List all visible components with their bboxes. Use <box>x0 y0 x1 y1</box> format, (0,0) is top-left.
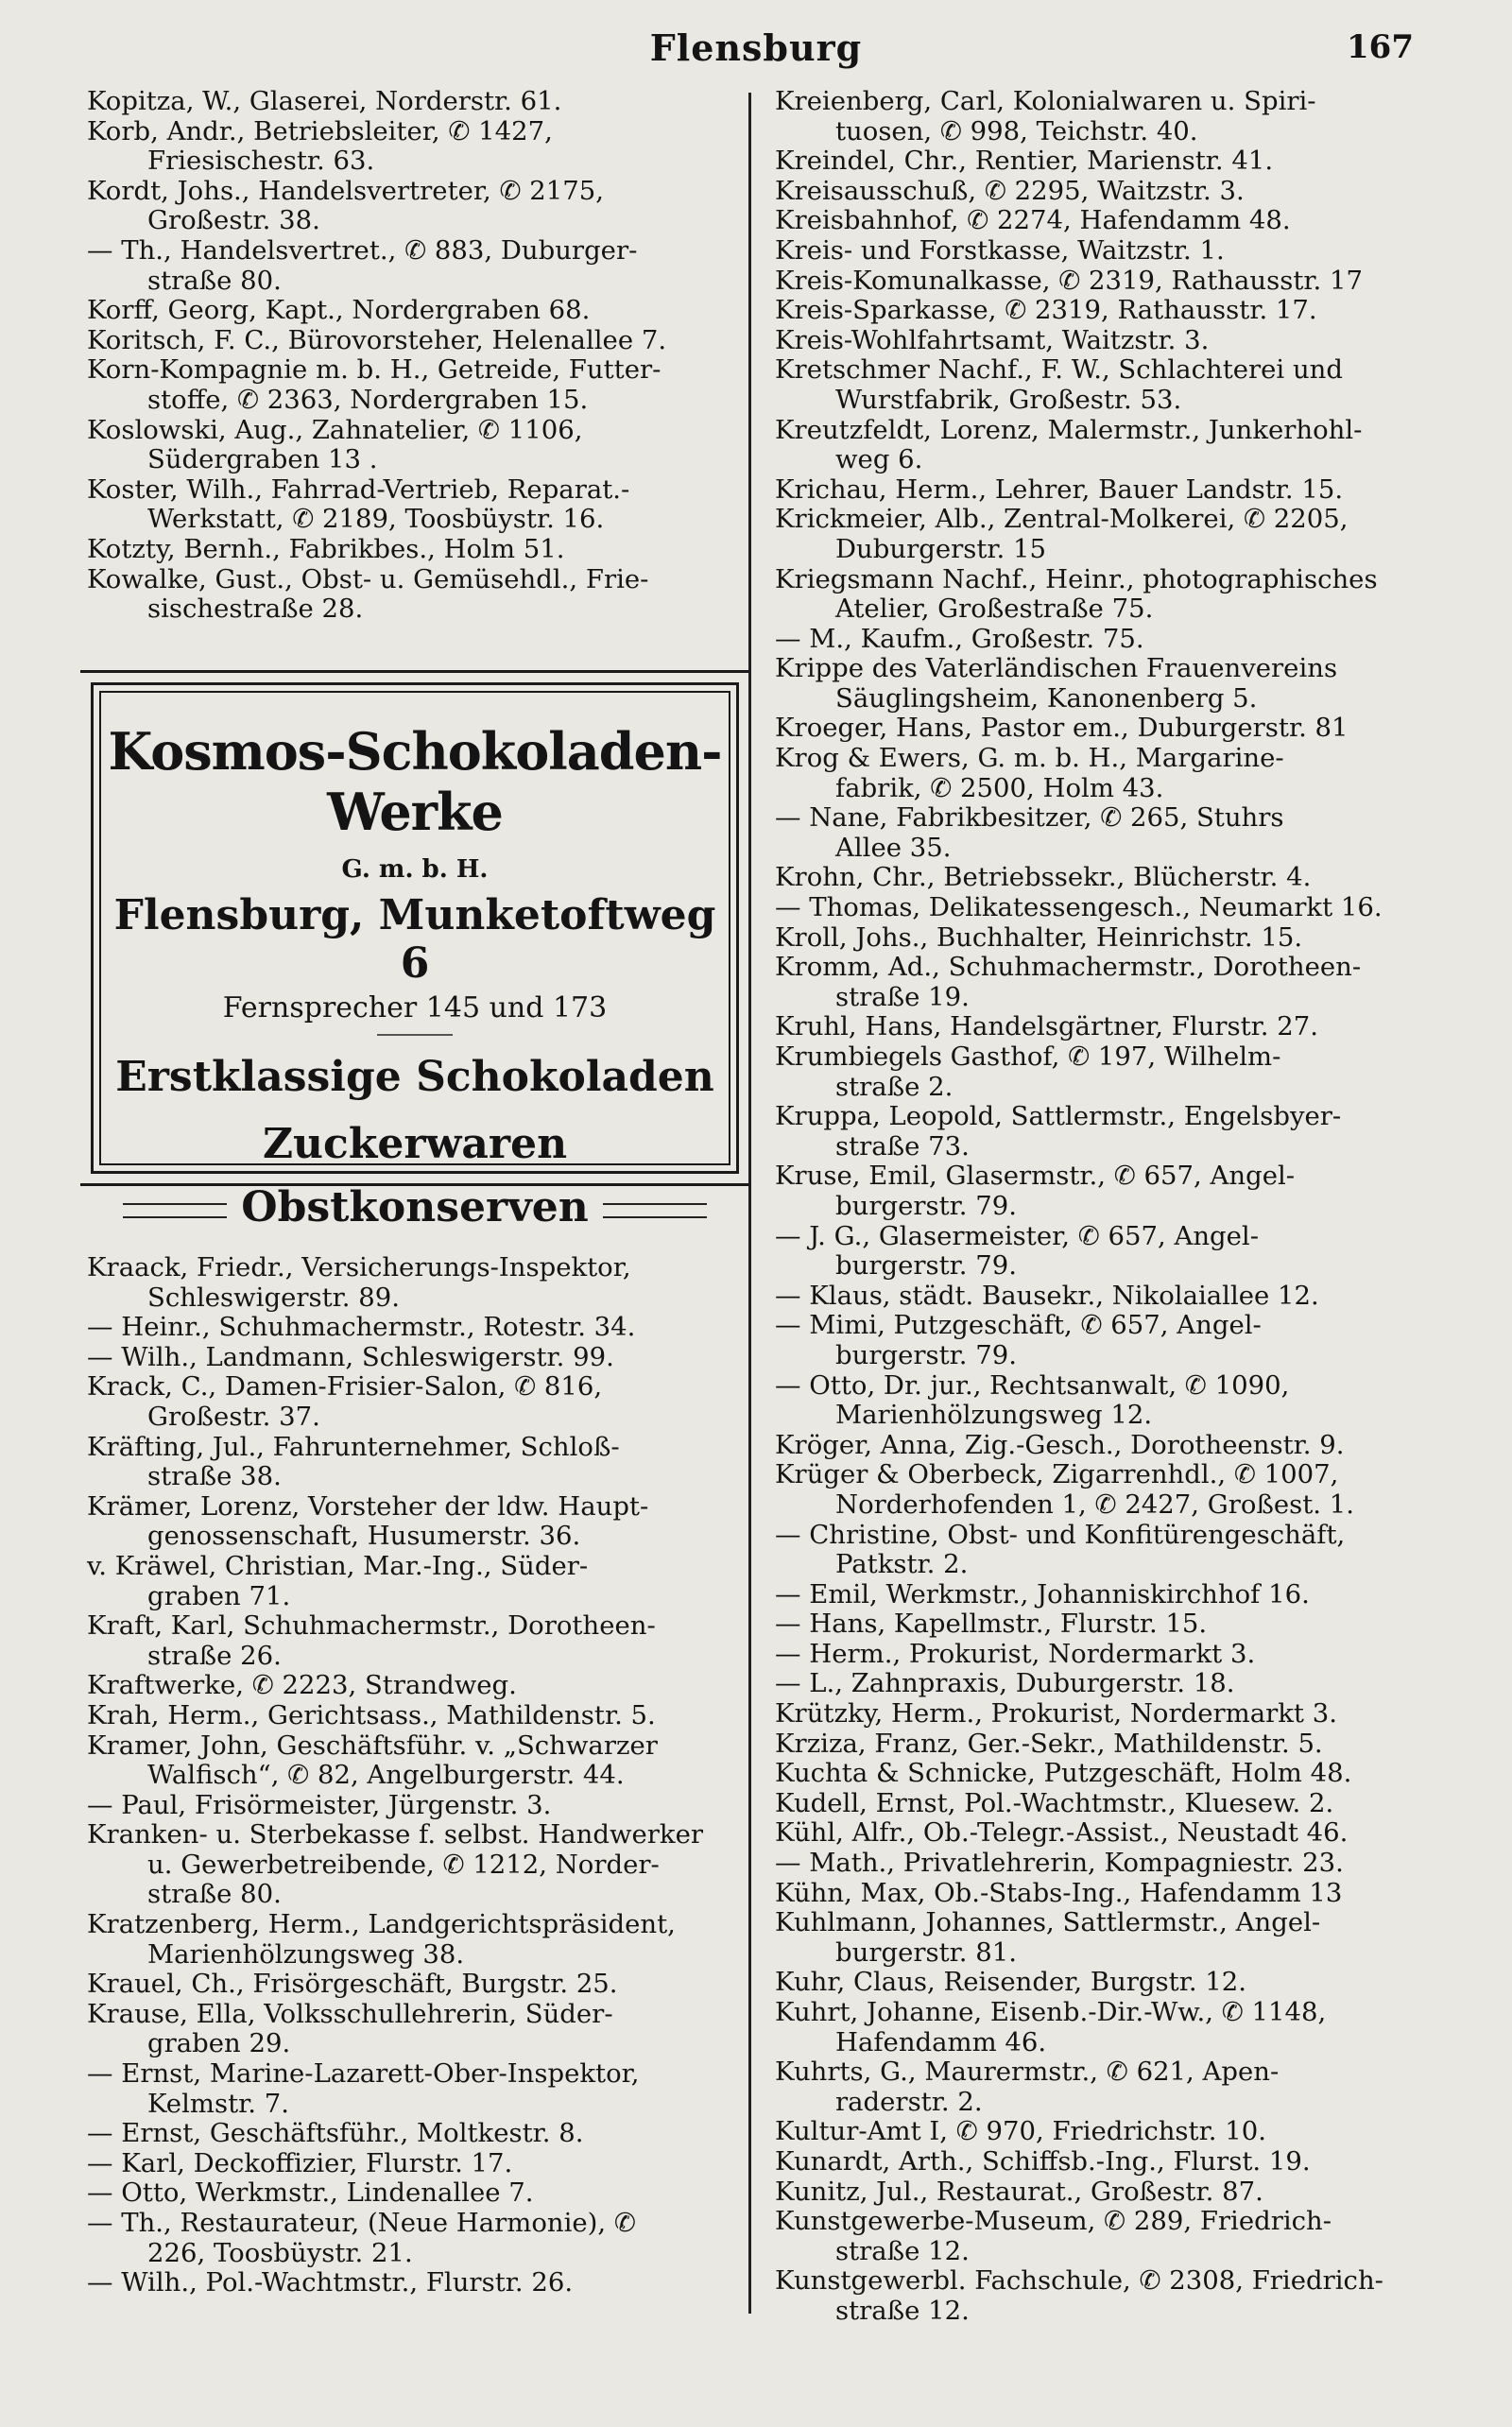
entry-line: Krüger & Oberbeck, Zigarrenhdl., ✆ 1007, <box>775 1459 1339 1490</box>
entry-line: Kretschmer Nachf., F. W., Schlachterei und <box>775 354 1343 386</box>
directory-entry <box>87 177 748 236</box>
directory-entry <box>87 1820 748 1910</box>
left-column-bottom <box>87 1253 748 2298</box>
entry-continuation: Friesischestr. 63. <box>147 146 375 177</box>
entry-line: Krumbiegels Gasthof, ✆ 197, Wilhelm- <box>775 1041 1281 1072</box>
entry-line: Krichau, Herm., Lehrer, Bauer Landstr. 15. <box>775 473 1344 505</box>
directory-entry <box>87 475 748 535</box>
entry-line: — Paul, Frisörmeister, Jürgenstr. 3. <box>87 1789 552 1820</box>
directory-entry <box>775 1222 1455 1282</box>
ad-slogan-preserves-text: Obstkonserven <box>241 1183 589 1231</box>
entry-line: Kreis-Sparkasse, ✆ 2319, Rathausstr. 17. <box>775 295 1317 326</box>
ad-address: Flensburg, Munketoftweg 6 <box>113 891 716 988</box>
entry-line: Kratzenberg, Herm., Landgerichtspräsident, <box>87 1909 676 1940</box>
directory-entry <box>87 117 748 177</box>
entry-continuation: genossenschaft, Husumerstr. 36. <box>147 1521 581 1552</box>
entry-line: Krziza, Franz, Ger.-Sekr., Mathildenstr. 5. <box>775 1728 1323 1759</box>
entry-continuation: Südergraben 13 . <box>147 444 378 475</box>
entry-line: — J. G., Glasermeister, ✆ 657, Angel- <box>775 1220 1259 1251</box>
entry-line: Korb, Andr., Betriebsleiter, ✆ 1427, <box>87 115 553 146</box>
directory-entry <box>775 505 1455 564</box>
entry-continuation: raderstr. 2. <box>835 2086 983 2117</box>
advertisement-frame <box>99 691 730 1231</box>
entry-line: Kruhl, Hans, Handelsgärtner, Flurstr. 27. <box>775 1011 1318 1042</box>
entry-line: — Christine, Obst- und Konfitürengeschäft, <box>775 1519 1346 1550</box>
entry-continuation: straße 19. <box>835 981 970 1012</box>
directory-entry <box>87 1313 748 1343</box>
entry-continuation: Marienhölzungsweg 12. <box>835 1400 1153 1431</box>
directory-entry <box>775 1908 1455 1968</box>
directory-entry <box>775 803 1455 863</box>
entry-line: Kraftwerke, ✆ 2223, Strandweg. <box>87 1670 517 1701</box>
entry-continuation: Duburgerstr. 15 <box>835 533 1047 564</box>
entry-continuation: Marienhölzungsweg 38. <box>147 1938 465 1970</box>
entry-continuation: Hafendamm 46. <box>835 2026 1047 2057</box>
entry-line: Kreienberg, Carl, Kolonialwaren u. Spiri- <box>775 86 1316 116</box>
directory-entry <box>775 2147 1455 2177</box>
entry-line: Krämer, Lorenz, Vorsteher der ldw. Haupt- <box>87 1490 649 1522</box>
entry-line: v. Kräwel, Christian, Mar.-Ing., Süder- <box>87 1550 589 1581</box>
directory-entry <box>87 2059 748 2119</box>
directory-entry <box>775 1521 1455 1580</box>
page-header <box>0 21 1512 77</box>
directory-entry <box>775 1998 1455 2057</box>
entry-continuation: Großestr. 37. <box>147 1401 320 1432</box>
directory-entry <box>87 2119 748 2149</box>
ad-slogan-sweets: Zuckerwaren <box>262 1120 568 1168</box>
entry-line: Krohn, Chr., Betriebssekr., Blücherstr. 4. <box>775 862 1312 893</box>
entry-line: Kruse, Emil, Glasermstr., ✆ 657, Angel- <box>775 1161 1296 1192</box>
entry-line: — Otto, Dr. jur., Rechtsanwalt, ✆ 1090, <box>775 1369 1290 1401</box>
ad-bars-left <box>123 1203 227 1218</box>
entry-continuation: Schleswigerstr. 89. <box>147 1282 400 1313</box>
entry-continuation: 226, Toosbüystr. 21. <box>147 2237 413 2268</box>
entry-continuation: straße 80. <box>147 265 282 296</box>
directory-entry <box>87 326 748 356</box>
entry-line: Kreis-Komunalkasse, ✆ 2319, Rathausstr. 17 <box>775 265 1363 296</box>
entry-line: Kunstgewerbe-Museum, ✆ 289, Friedrich- <box>775 2206 1332 2237</box>
directory-entry <box>87 1433 748 1492</box>
directory-entry <box>775 1102 1455 1162</box>
directory-entry <box>775 1609 1455 1640</box>
directory-entry <box>775 1012 1455 1042</box>
entry-continuation: Kelmstr. 7. <box>147 2088 289 2119</box>
ad-separator <box>377 1034 453 1036</box>
directory-entry <box>775 267 1455 297</box>
directory-entry <box>87 1492 748 1552</box>
entry-line: Krause, Ella, Volksschullehrerin, Süder- <box>87 1998 613 2029</box>
entry-line: — Heinr., Schuhmachermstr., Rotestr. 34. <box>87 1312 636 1343</box>
entry-line: Koster, Wilh., Fahrrad-Vertrieb, Reparat.- <box>87 473 630 505</box>
directory-entry <box>87 1343 748 1373</box>
entry-continuation: stoffe, ✆ 2363, Nordergraben 15. <box>147 384 589 415</box>
entry-continuation: Säuglingsheim, Kanonenberg 5. <box>835 682 1258 714</box>
entry-line: — Mimi, Putzgeschäft, ✆ 657, Angel- <box>775 1310 1262 1341</box>
directory-entry <box>87 1731 748 1791</box>
directory-entry <box>775 1759 1455 1789</box>
entry-line: Kowalke, Gust., Obst- u. Gemüsehdl., Frie- <box>87 563 649 594</box>
directory-entry <box>775 177 1455 207</box>
directory-entry <box>775 714 1455 744</box>
directory-entry <box>87 236 748 296</box>
entry-line: Kreis- und Forstkasse, Waitzstr. 1. <box>775 234 1225 266</box>
advertisement <box>91 682 739 1231</box>
directory-entry <box>87 1791 748 1821</box>
directory-entry <box>87 2268 748 2298</box>
entry-line: Koslowski, Aug., Zahnatelier, ✆ 1106, <box>87 414 583 445</box>
entry-line: Kuhrt, Johanne, Eisenb.-Dir.-Ww., ✆ 1148, <box>775 1997 1327 2027</box>
directory-entry <box>87 1372 748 1432</box>
entry-line: Krah, Herm., Gerichtsass., Mathildenstr. 5. <box>87 1699 656 1730</box>
page-title: Flensburg <box>649 26 863 69</box>
entry-line: Kunstgewerbl. Fachschule, ✆ 2308, Friedrich- <box>775 2265 1383 2297</box>
directory-entry <box>775 475 1455 506</box>
directory-entry <box>775 1162 1455 1221</box>
directory-entry <box>775 1730 1455 1760</box>
directory-entry <box>775 654 1455 714</box>
page-number: 167 <box>1347 28 1414 66</box>
entry-line: Krog & Ewers, G. m. b. H., Margarine- <box>775 743 1284 774</box>
entry-line: Kreutzfeldt, Lorenz, Malermstr., Junkerhohl- <box>775 414 1363 445</box>
ad-phone: Fernsprecher 145 und 173 <box>222 991 608 1024</box>
entry-line: — Nane, Fabrikbesitzer, ✆ 265, Stuhrs <box>775 802 1284 834</box>
directory-entry <box>775 2057 1455 2117</box>
entry-line: Kraack, Friedr., Versicherungs-Inspektor, <box>87 1252 631 1282</box>
entry-continuation: Allee 35. <box>835 832 952 863</box>
directory-entry <box>775 1311 1455 1370</box>
directory-entry <box>775 1818 1455 1849</box>
directory-entry <box>775 2177 1455 2208</box>
entry-continuation: Norderhofenden 1, ✆ 2427, Großest. 1. <box>835 1489 1354 1520</box>
directory-entry <box>87 1253 748 1313</box>
entry-line: Kunardt, Arth., Schiffsb.-Ing., Flurst. 19. <box>775 2145 1311 2177</box>
directory-entry <box>775 206 1455 236</box>
entry-continuation: straße 73. <box>835 1130 970 1162</box>
ad-slogan-chocolates: Erstklassige Schokoladen <box>115 1053 714 1101</box>
directory-entry <box>87 296 748 326</box>
entry-line: Krickmeier, Alb., Zentral-Molkerei, ✆ 2205, <box>775 504 1349 535</box>
right-column <box>775 87 1455 2327</box>
entry-line: Kultur-Amt I, ✆ 970, Friedrichstr. 10. <box>775 2116 1266 2147</box>
entry-line: — Th., Handelsvertret., ✆ 883, Duburger- <box>87 234 638 266</box>
directory-entry <box>87 87 748 117</box>
directory-entry <box>87 1701 748 1731</box>
directory-entry <box>775 1460 1455 1520</box>
directory-entry <box>775 1789 1455 1819</box>
directory-entry <box>87 2149 748 2179</box>
directory-entry <box>775 1042 1455 1102</box>
entry-line: Kroeger, Hans, Pastor em., Duburgerstr. 81 <box>775 713 1349 744</box>
directory-entry <box>775 953 1455 1012</box>
entry-line: — Th., Restaurateur, (Neue Harmonie), ✆ <box>87 2208 636 2238</box>
directory-entry <box>775 1640 1455 1670</box>
directory-entry <box>775 2207 1455 2266</box>
entry-line: — Ernst, Marine-Lazarett-Ober-Inspektor, <box>87 2058 640 2090</box>
directory-entry <box>775 416 1455 475</box>
entry-line: — Math., Privatlehrerin, Kompagniestr. 23. <box>775 1848 1344 1879</box>
entry-line: Kunitz, Jul., Restaurat., Großestr. 87. <box>775 2176 1263 2207</box>
directory-entry <box>775 923 1455 954</box>
entry-line: Kräfting, Jul., Fahrunternehmer, Schloß- <box>87 1431 620 1462</box>
directory-entry <box>775 1431 1455 1461</box>
entry-line: Kramer, John, Geschäftsführ. v. „Schwarzer <box>87 1730 658 1761</box>
entry-line: — M., Kaufm., Großestr. 75. <box>775 623 1144 654</box>
entry-continuation: graben 71. <box>147 1580 291 1611</box>
directory-entry <box>775 1282 1455 1312</box>
entry-continuation: tuosen, ✆ 998, Teichstr. 40. <box>835 115 1198 146</box>
entry-line: — Hans, Kapellmstr., Flurstr. 15. <box>775 1609 1208 1640</box>
entry-continuation: u. Gewerbetreibende, ✆ 1212, Norder- <box>147 1849 660 1880</box>
directory-entry <box>87 1552 748 1611</box>
directory-entry <box>775 1371 1455 1431</box>
entry-continuation: straße 38. <box>147 1461 282 1492</box>
directory-entry <box>775 1580 1455 1610</box>
directory-entry <box>87 1611 748 1671</box>
directory-entry <box>775 296 1455 326</box>
directory-entry <box>87 2000 748 2059</box>
entry-continuation: straße 12. <box>835 2295 970 2326</box>
entry-line: Kruppa, Leopold, Sattlermstr., Engelsbyer- <box>775 1101 1342 1132</box>
entry-continuation: Atelier, Großestraße 75. <box>835 594 1154 625</box>
entry-line: — Klaus, städt. Bausekr., Nikolaiallee 12. <box>775 1280 1319 1311</box>
entry-continuation: burgerstr. 81. <box>835 1936 1017 1968</box>
directory-entry <box>775 326 1455 356</box>
entry-continuation: graben 29. <box>147 2028 291 2059</box>
entry-line: Kühn, Max, Ob.-Stabs-Ing., Hafendamm 13 <box>775 1877 1343 1908</box>
ad-bars-right <box>603 1203 707 1218</box>
entry-line: Kühl, Alfr., Ob.-Telegr.-Assist., Neustadt 46. <box>775 1817 1349 1849</box>
entry-line: Kraft, Karl, Schuhmachermstr., Dorotheen- <box>87 1610 656 1642</box>
entry-line: Kopitza, W., Glaserei, Norderstr. 61. <box>87 86 562 116</box>
entry-line: Kriegsmann Nachf., Heinr., photographisches <box>775 563 1378 594</box>
entry-line: — Herm., Prokurist, Nordermarkt 3. <box>775 1638 1256 1669</box>
entry-line: Korn-Kompagnie m. b. H., Getreide, Futter- <box>87 354 662 386</box>
ad-legal-form: G. m. b. H. <box>341 855 489 884</box>
entry-continuation: burgerstr. 79. <box>835 1250 1017 1282</box>
entry-continuation: Werkstatt, ✆ 2189, Toosbüystr. 16. <box>147 504 605 535</box>
directory-entry <box>775 87 1455 146</box>
entry-line: — Emil, Werkmstr., Johanniskirchhof 16. <box>775 1578 1310 1609</box>
entry-line: — Wilh., Pol.-Wachtmstr., Flurstr. 26. <box>87 2267 574 2298</box>
directory-entry <box>775 1879 1455 1909</box>
entry-line: Kreisausschuß, ✆ 2295, Waitzstr. 3. <box>775 175 1245 206</box>
entry-line: Kudell, Ernst, Pol.-Wachtmstr., Kluesew. 2. <box>775 1787 1334 1818</box>
directory-entry <box>87 2178 748 2209</box>
ornament-border-bottom <box>80 1174 749 1186</box>
entry-continuation: fabrik, ✆ 2500, Holm 43. <box>835 772 1164 803</box>
entry-continuation: Walfisch“, ✆ 82, Angelburgerstr. 44. <box>147 1760 625 1791</box>
entry-line: Krützky, Herm., Prokurist, Nordermarkt 3. <box>775 1698 1337 1730</box>
entry-continuation: burgerstr. 79. <box>835 1339 1017 1370</box>
entry-continuation: Großestr. 38. <box>147 205 320 236</box>
entry-continuation: straße 26. <box>147 1640 282 1671</box>
entry-line: Krippe des Vaterländischen Frauenvereins <box>775 653 1338 684</box>
directory-entry <box>775 1849 1455 1879</box>
directory-entry <box>87 416 748 475</box>
entry-line: Krack, C., Damen-Frisier-Salon, ✆ 816, <box>87 1371 603 1403</box>
directory-entry <box>775 565 1455 625</box>
entry-line: Korff, Georg, Kapt., Nordergraben 68. <box>87 295 591 326</box>
entry-line: Kranken- u. Sterbekasse f. selbst. Handwerker <box>87 1819 704 1850</box>
entry-line: Kreindel, Chr., Rentier, Marienstr. 41. <box>775 146 1274 177</box>
directory-entry <box>87 535 748 565</box>
ornament-border-top <box>80 670 749 682</box>
entry-line: Krauel, Ch., Frisörgeschäft, Burgstr. 25. <box>87 1969 618 2000</box>
directory-entry <box>775 744 1455 803</box>
directory-entry <box>87 1970 748 2000</box>
entry-line: — Wilh., Landmann, Schleswigerstr. 99. <box>87 1341 614 1372</box>
directory-entry <box>775 1669 1455 1699</box>
entry-continuation: straße 80. <box>147 1879 282 1910</box>
directory-entry <box>775 236 1455 267</box>
entry-line: — Karl, Deckoffizier, Flurstr. 17. <box>87 2147 513 2178</box>
entry-continuation: straße 2. <box>835 1071 954 1102</box>
entry-line: Kuchta & Schnicke, Putzgeschäft, Holm 48. <box>775 1758 1352 1789</box>
entry-line: Kuhlmann, Johannes, Sattlermstr., Angel- <box>775 1907 1321 1938</box>
entry-line: Kroll, Johs., Buchhalter, Heinrichstr. 15. <box>775 921 1303 953</box>
left-column-top <box>87 87 748 625</box>
directory-entry <box>87 565 748 625</box>
entry-line: Kröger, Anna, Zig.-Gesch., Dorotheenstr. 9. <box>775 1429 1345 1460</box>
directory-entry <box>87 355 748 415</box>
directory-entry <box>775 625 1455 655</box>
entry-line: — Otto, Werkmstr., Lindenallee 7. <box>87 2177 534 2209</box>
directory-entry <box>775 1699 1455 1730</box>
entry-line: — Thomas, Delikatessengesch., Neumarkt 16. <box>775 892 1383 923</box>
entry-line: Kotzty, Bernh., Fabrikbes., Holm 51. <box>87 533 565 564</box>
directory-entry <box>87 1671 748 1701</box>
ad-slogan-preserves <box>101 1183 729 1231</box>
directory-entry <box>775 863 1455 893</box>
ad-company-name: Kosmos-Schokoladen-Werke <box>108 721 722 842</box>
entry-line: — Ernst, Geschäftsführ., Moltkestr. 8. <box>87 2118 584 2149</box>
entry-continuation: weg 6. <box>835 444 923 475</box>
directory-entry <box>775 146 1455 177</box>
directory-entry <box>775 893 1455 923</box>
entry-line: Kuhrts, G., Maurermstr., ✆ 621, Apen- <box>775 2057 1280 2088</box>
directory-entry <box>775 355 1455 415</box>
entry-continuation: burgerstr. 79. <box>835 1190 1017 1221</box>
entry-line: Kreisbahnhof, ✆ 2274, Hafendamm 48. <box>775 205 1291 236</box>
directory-entry <box>87 1910 748 1970</box>
entry-continuation: sischestraße 28. <box>147 594 364 625</box>
directory-entry <box>87 2209 748 2268</box>
entry-continuation: Patkstr. 2. <box>835 1549 969 1580</box>
entry-continuation: straße 12. <box>835 2235 970 2266</box>
entry-line: Kuhr, Claus, Reisender, Burgstr. 12. <box>775 1967 1247 1998</box>
entry-line: — L., Zahnpraxis, Duburgerstr. 18. <box>775 1668 1235 1699</box>
entry-line: Kromm, Ad., Schuhmachermstr., Dorotheen- <box>775 952 1362 983</box>
entry-line: Kreis-Wohlfahrtsamt, Waitzstr. 3. <box>775 324 1210 355</box>
column-divider <box>748 93 751 2314</box>
entry-line: Koritsch, F. C., Bürovorsteher, Helenallee 7. <box>87 324 667 355</box>
entry-line: Kordt, Johs., Handelsvertreter, ✆ 2175, <box>87 175 605 206</box>
directory-entry <box>775 1968 1455 1998</box>
directory-entry <box>775 2266 1455 2326</box>
directory-entry <box>775 2117 1455 2147</box>
entry-continuation: Wurstfabrik, Großestr. 53. <box>835 384 1182 415</box>
